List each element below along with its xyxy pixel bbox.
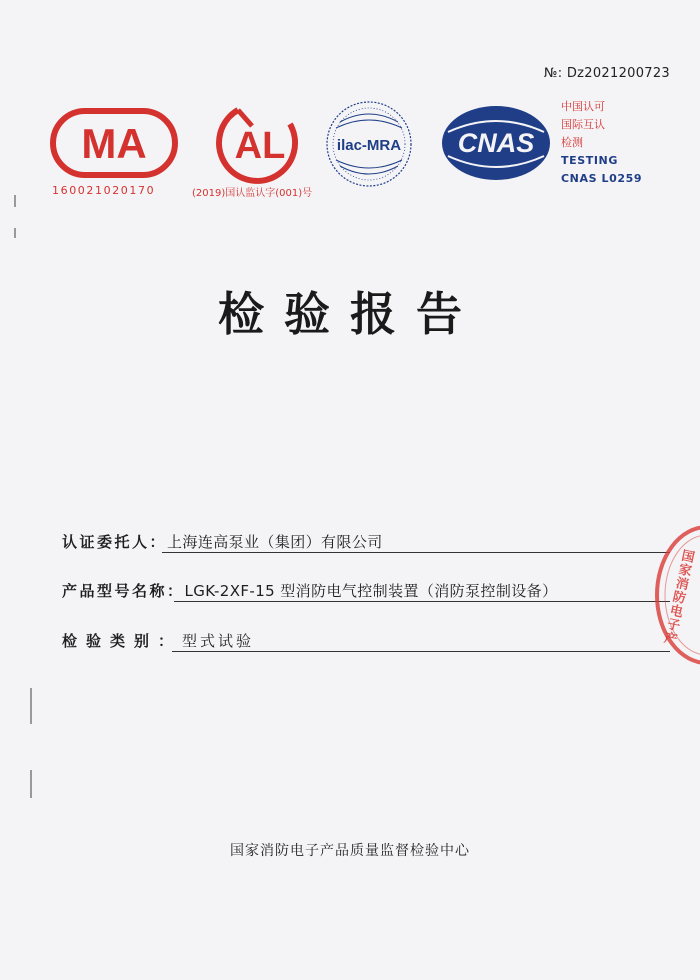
cnas-caption-line: 检测 — [561, 136, 583, 149]
binding-mark — [30, 770, 32, 798]
cnas-caption-line: 中国认可 — [561, 100, 605, 113]
cnas-caption-line: 国际互认 — [561, 118, 605, 131]
cnas-logo — [440, 104, 552, 182]
cma-mark-logo — [50, 108, 178, 178]
field-value: LGK-2XF-15 型消防电气控制装置（消防泵控制设备） — [184, 582, 558, 600]
cal-number: (2019)国认监认字(001)号 — [192, 188, 313, 199]
cma-number: 160021020170 — [52, 184, 156, 197]
field-inspection-type — [62, 630, 670, 651]
cnas-logo-text: CNAS — [457, 128, 535, 158]
report-number: №: Dz2021200723 — [543, 66, 670, 81]
cal-mark-logo — [208, 102, 304, 184]
ilac-mra-logo — [322, 98, 416, 190]
field-value: 上海连高泵业（集团）有限公司 — [167, 533, 383, 551]
binding-mark — [14, 195, 16, 207]
underline — [162, 552, 670, 553]
cnas-caption-line: CNAS L0259 — [561, 172, 643, 185]
ilac-logo-text: ilac-MRA — [336, 137, 402, 154]
cma-logo-text: MA — [81, 120, 147, 167]
field-value: 型式试验 — [182, 632, 255, 650]
issuing-organization: 国家消防电子产品质量监督检验中心 — [230, 843, 470, 859]
underline — [174, 601, 670, 602]
cal-logo-text: AL — [234, 125, 286, 167]
cnas-caption — [561, 98, 642, 188]
field-label: 认证委托人： — [62, 533, 168, 551]
cnas-caption-line: TESTING — [561, 154, 618, 167]
field-product-model — [62, 580, 670, 601]
report-title: 检验报告 — [218, 287, 482, 341]
binding-mark — [14, 228, 16, 238]
underline — [172, 651, 670, 652]
field-label: 检验类别： — [62, 632, 183, 650]
field-label: 产品型号名称： — [62, 582, 185, 600]
binding-mark — [30, 688, 32, 724]
field-client — [62, 531, 670, 552]
seal-text: 国家消防电子产 — [659, 547, 696, 647]
